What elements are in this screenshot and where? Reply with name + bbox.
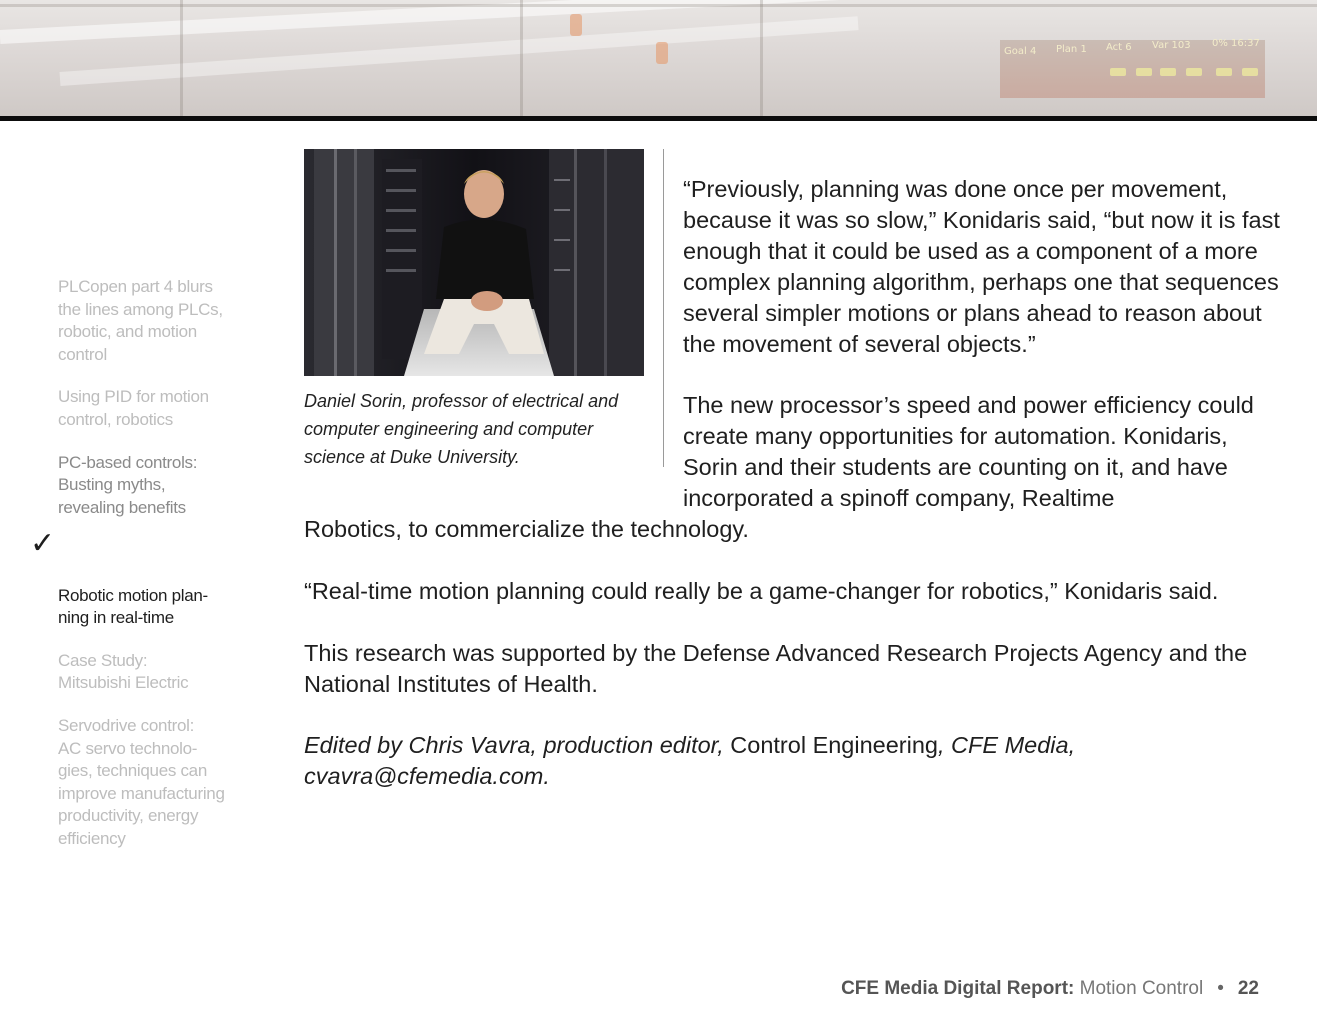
column-divider [663,149,664,467]
nav-item-plcopen[interactable] [58,276,248,366]
nav-item-label: Servodrive control: AC servo technolo- gies, techniques can improve manufacturing productivity, energy efficiency [58,715,225,848]
nav-item-label: Using PID for motion control, robotics [58,387,209,429]
nav-item-pid[interactable] [58,386,248,431]
nav-item-label: Case Study: Mitsubishi Electric [58,650,189,693]
bullet-separator: • [1217,978,1224,999]
photo-caption: Daniel Sorin, professor of electrical and computer engineering and computer science at Duke University. [304,391,619,467]
article-paragraph: “Previously, planning was done once per movement, because it was so slow,” Konidaris said, “but now it is fast enough that it could be used as a component of a more complex planning algorithm, perhaps one that sequences several simpler motions or plans ahead to reason about the movement of several objects.” [683,176,1280,357]
report-title: CFE Media Digital Report: [841,978,1075,999]
header-banner-image [0,0,1317,116]
publication-name: Control Engineering [730,732,938,758]
article-quote: “Real-time motion planning could really be a game-changer for robotics,” Konidaris said. [304,578,1219,604]
nav-item-robotic-motion[interactable] [30,526,248,629]
article-paragraph: This research was supported by the Defense Advanced Research Projects Agency and the National Institutes of Health. [304,640,1248,697]
nav-item-label: PC-based controls: Busting myths, revealing benefits [58,452,198,517]
nav-item-servodrive[interactable] [58,715,248,851]
nav-item-label: PLCopen part 4 blurs the lines among PLCs, robotic, and motion control [58,277,223,364]
page-number: 22 [1237,978,1259,999]
nav-item-case-study[interactable] [58,650,248,695]
header-divider [0,116,1317,121]
report-topic: Motion Control [1074,978,1204,999]
page-footer [841,978,1259,1000]
article-paragraph-continued: Robotics, to commercialize the technology. [304,516,749,542]
nav-item-pc-controls[interactable] [58,452,248,520]
article-paragraph: The new processor’s speed and power efficiency could create many opportunities for automation. Konidaris, Sorin and their students are counting on it, and have incorporated a spinoff company, Realtime [683,392,1254,511]
credit-byline: Edited by Chris Vavra, production editor, [304,732,731,758]
portrait-photo [304,149,644,376]
credit-contact: , CFE Media, cvavra@cfemedia.com. [304,732,1076,789]
scoreboard-display: Goal 4 Plan 1 Act 6 Var 103 0% 16:37 [1000,40,1265,98]
nav-item-label: Robotic motion plan- ning in real-time [58,585,208,628]
editor-credit [304,730,1264,792]
checkmark-icon: ✓ [30,526,55,562]
sidebar-nav [30,276,248,870]
